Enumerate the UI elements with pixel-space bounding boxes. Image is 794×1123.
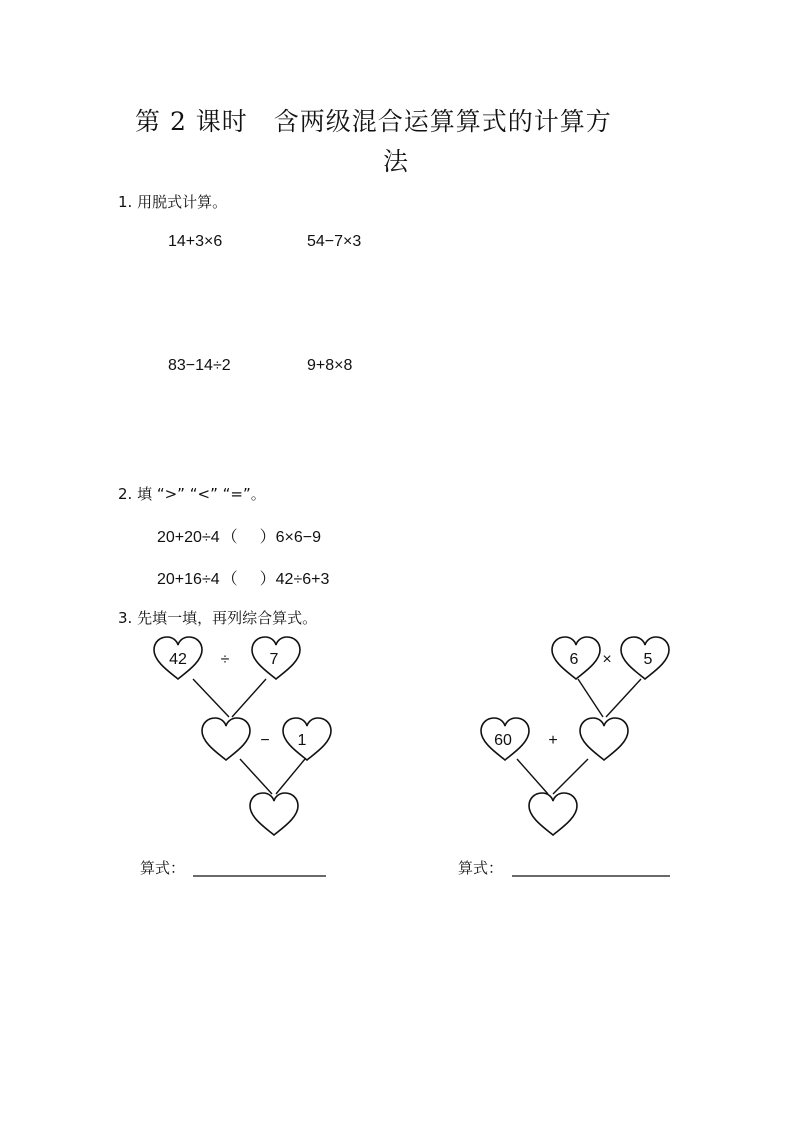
question-1-prompt: 1. 用脱式计算。 bbox=[118, 193, 228, 211]
question-2-prompt: 2. 填 “>” “<” “=”。 bbox=[118, 485, 266, 503]
formula-label-left: 算式： bbox=[140, 859, 186, 877]
operator-symbol: ÷ bbox=[220, 651, 230, 668]
connector-line bbox=[578, 679, 603, 717]
compare-left-2: 20+16÷4 bbox=[157, 571, 220, 588]
heart-value: 1 bbox=[297, 732, 307, 749]
compare-left-1: 20+20÷4 bbox=[157, 529, 220, 546]
heart-value: 6 bbox=[569, 651, 579, 668]
formula-label-right: 算式： bbox=[458, 859, 504, 877]
connector-line bbox=[606, 679, 641, 717]
expression-3: 83−14÷2 bbox=[168, 357, 231, 374]
heart-value: 42 bbox=[169, 651, 187, 668]
right-tree-connectors bbox=[517, 679, 641, 794]
compare-right-1: 6×6−9 bbox=[275, 529, 322, 546]
connector-line bbox=[193, 679, 229, 717]
connector-line bbox=[240, 759, 272, 794]
connector-line bbox=[517, 759, 548, 794]
connector-line bbox=[232, 679, 266, 717]
answer-paren-open-2[interactable]: （ bbox=[221, 571, 238, 588]
answer-paren-close-2[interactable]: ） bbox=[259, 571, 276, 588]
compare-right-2: 42÷6+3 bbox=[275, 571, 330, 588]
heart-value: 5 bbox=[643, 651, 653, 668]
expression-2: 54−7×3 bbox=[307, 233, 362, 250]
heart-left-mid-right[interactable] bbox=[283, 718, 331, 760]
heart-left-bottom[interactable] bbox=[250, 793, 298, 835]
heart-value: 60 bbox=[494, 732, 512, 749]
answer-paren-open-1[interactable]: （ bbox=[221, 529, 238, 546]
heart-right-bottom[interactable] bbox=[529, 793, 577, 835]
heart-value: 7 bbox=[269, 651, 279, 668]
connector-line bbox=[553, 759, 588, 794]
page-title-continued: 法 bbox=[383, 147, 409, 176]
operator-symbol: − bbox=[260, 732, 270, 749]
connector-line bbox=[276, 759, 305, 794]
answer-paren-close-1[interactable]: ） bbox=[259, 529, 276, 546]
operator-symbol: × bbox=[602, 651, 612, 668]
question-3-prompt: 3. 先填一填，再列综合算式。 bbox=[118, 609, 318, 627]
heart-right-mid-right[interactable] bbox=[580, 718, 628, 760]
expression-1: 14+3×6 bbox=[168, 233, 223, 250]
operator-symbol: + bbox=[548, 732, 558, 749]
page-title: 第 2 课时 含两级混合运算算式的计算方 bbox=[135, 107, 612, 136]
heart-left-mid-left[interactable] bbox=[202, 718, 250, 760]
expression-4: 9+8×8 bbox=[307, 357, 353, 374]
